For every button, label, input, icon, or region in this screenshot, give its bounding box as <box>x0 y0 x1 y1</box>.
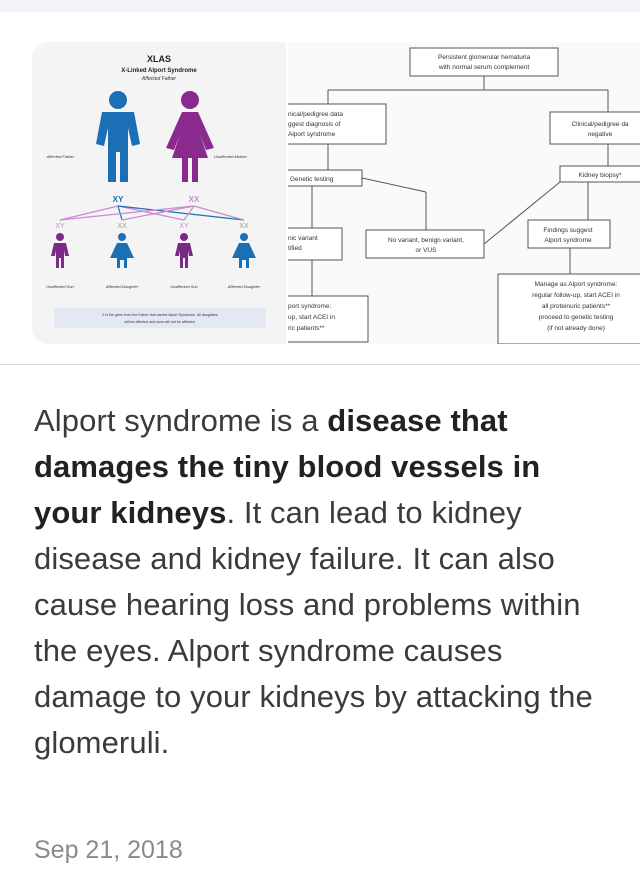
flow-left-manage-1: port syndrome: <box>288 303 332 310</box>
child-2-label: Affected Daughter <box>105 284 139 289</box>
image-carousel[interactable] <box>0 12 640 364</box>
child-3-figure <box>175 233 193 268</box>
child-1-figure <box>51 233 69 268</box>
pedigree-title: XLAS <box>146 54 172 64</box>
snippet-bold: disease that damages the tiny blood vessels in your kidneys <box>34 403 541 530</box>
flow-findings-1: Findings suggest <box>543 227 593 234</box>
flow-left-manage-2: up, start ACEI in <box>288 314 335 321</box>
child-3-label: Unaffected Son <box>170 284 198 289</box>
father-figure <box>96 91 140 182</box>
pedigree-image[interactable] <box>32 42 286 344</box>
flow-left-line-2: ggest diagnosis of <box>288 121 341 128</box>
flow-manage-4: proceed to genetic testing <box>538 314 614 321</box>
snippet-part-2: . It can lead to kidney disease and kidney failure. It can also cause hearing loss and problems within the eyes. Alport syndrome causes damage to your kidneys by attacking the glomeruli. <box>34 495 593 760</box>
pedigree-subtitle2: Affected Father <box>141 76 177 82</box>
child-4-figure <box>232 233 256 268</box>
father-chromosome: XY <box>112 195 124 204</box>
snippet-date: Sep 21, 2018 <box>34 836 183 864</box>
child-1-label: Unaffected Son <box>46 284 74 289</box>
footnote-line-1: X is the gene from the Father that carries Alport Syndrome. All daughters <box>102 313 218 317</box>
flow-findings-2: Alport syndrome <box>544 237 592 244</box>
flow-manage-1: Manage as Alport syndrome: <box>534 281 618 288</box>
pedigree-subtitle: X-Linked Alport Syndrome <box>121 68 197 74</box>
flow-no-variant-2: or VUS <box>415 247 437 254</box>
flow-no-variant-1: No variant, benign variant, <box>388 237 464 244</box>
child-3-chromosome: XY <box>179 223 189 230</box>
flow-left-line-1: nical/pedigree data <box>288 111 343 118</box>
child-2-figure <box>110 233 134 268</box>
flow-variant-1: nic variant <box>288 235 318 242</box>
flow-manage-3: all proteinuric patients** <box>541 303 611 310</box>
child-2-chromosome: XX <box>117 223 127 230</box>
flow-right-line-2: negative <box>587 131 613 138</box>
flow-manage-2: regular follow-up, start ACEI in <box>532 292 620 299</box>
child-1-chromosome: XY <box>55 223 65 230</box>
flow-genetic-testing: Genetic testing <box>290 176 334 183</box>
mother-figure <box>166 91 214 182</box>
child-4-label: Affected Daughter <box>227 284 261 289</box>
mother-label: Unaffected Mother <box>214 154 247 159</box>
footnote-box <box>54 308 266 328</box>
flowchart-diagram <box>288 42 640 344</box>
flow-right-line-1: Clinical/pedigree da <box>571 121 629 128</box>
flow-manage-5: (if not already done) <box>547 325 605 332</box>
flowchart-image[interactable] <box>288 42 640 344</box>
child-4-chromosome: XX <box>239 223 249 230</box>
snippet-part-1: Alport syndrome is a <box>34 403 328 438</box>
flow-left-line-3: Alport syndrome <box>288 131 336 138</box>
flow-top-line-2: with normal serum complement <box>438 64 530 71</box>
flow-top-line-1: Persistent glomerular hematuria <box>437 54 531 61</box>
mother-chromosome: XX <box>188 195 200 204</box>
father-label: Affected Father <box>46 154 74 159</box>
flow-kidney-biopsy: Kidney biopsy* <box>578 172 622 179</box>
flow-left-manage-3: ric patients** <box>288 325 325 332</box>
divider <box>0 364 640 365</box>
footnote-line-2: will be affected and sons will not be affected. <box>124 320 196 324</box>
pedigree-diagram <box>32 42 286 344</box>
featured-snippet-text <box>34 398 614 766</box>
flow-variant-2: tified <box>288 245 302 252</box>
